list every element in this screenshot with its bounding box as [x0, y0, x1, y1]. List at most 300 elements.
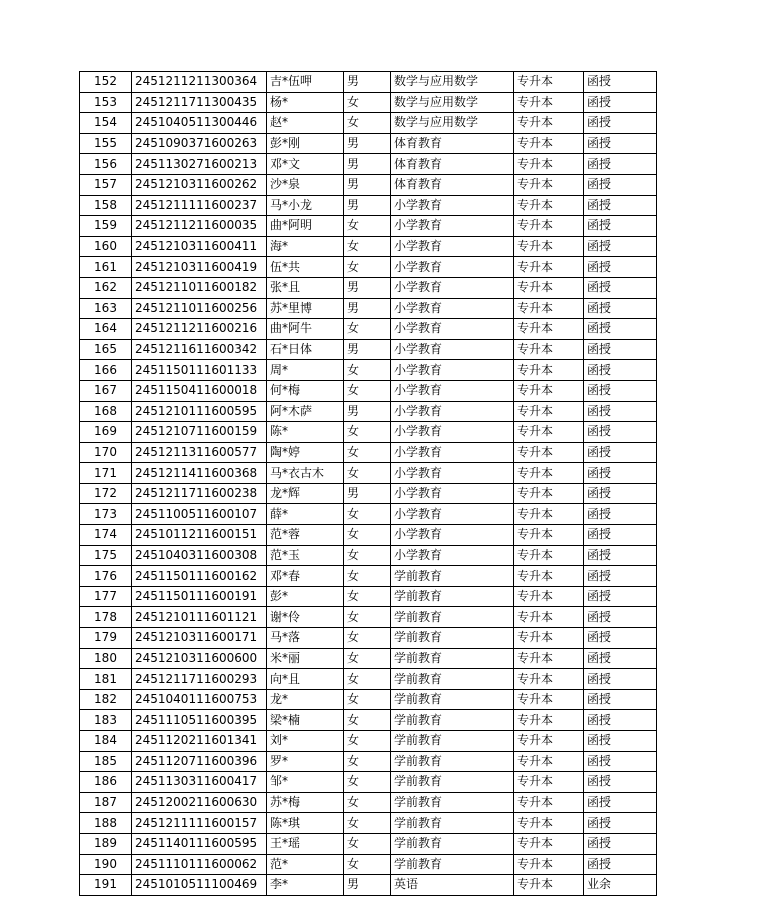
- table-row: [80, 442, 657, 463]
- gender-cell: 女: [344, 792, 391, 813]
- student-id-cell: 2451090371600263: [132, 133, 267, 154]
- student-id-cell: 2451211711300435: [132, 92, 267, 113]
- student-name-cell: 彭*刚: [267, 133, 344, 154]
- table-row: [80, 72, 657, 93]
- gender-cell: 男: [344, 174, 391, 195]
- table-row: [80, 401, 657, 422]
- student-name-cell: 邹*: [267, 772, 344, 793]
- row-number-cell: 176: [80, 566, 132, 587]
- table-row: [80, 875, 657, 896]
- row-number-cell: 186: [80, 772, 132, 793]
- student-name-cell: 何*梅: [267, 380, 344, 401]
- study-mode-cell: 函授: [584, 257, 657, 278]
- row-number-cell: 166: [80, 360, 132, 381]
- level-cell: 专升本: [514, 669, 584, 690]
- row-number-cell: 173: [80, 504, 132, 525]
- level-cell: 专升本: [514, 92, 584, 113]
- level-cell: 专升本: [514, 504, 584, 525]
- student-id-cell: 2451120211601341: [132, 731, 267, 752]
- study-mode-cell: 函授: [584, 628, 657, 649]
- student-id-cell: 2451211311600577: [132, 442, 267, 463]
- row-number-cell: 187: [80, 792, 132, 813]
- level-cell: 专升本: [514, 483, 584, 504]
- row-number-cell: 180: [80, 648, 132, 669]
- row-number-cell: 167: [80, 380, 132, 401]
- student-name-cell: 李*: [267, 875, 344, 896]
- level-cell: 专升本: [514, 731, 584, 752]
- student-id-cell: 2451150411600018: [132, 380, 267, 401]
- gender-cell: 男: [344, 277, 391, 298]
- study-mode-cell: 函授: [584, 854, 657, 875]
- row-number-cell: 159: [80, 216, 132, 237]
- gender-cell: 男: [344, 875, 391, 896]
- major-cell: 小学教育: [391, 442, 514, 463]
- row-number-cell: 164: [80, 319, 132, 340]
- level-cell: 专升本: [514, 360, 584, 381]
- gender-cell: 女: [344, 566, 391, 587]
- table-row: [80, 463, 657, 484]
- student-id-cell: 2451210111601121: [132, 607, 267, 628]
- table-row: [80, 792, 657, 813]
- major-cell: 小学教育: [391, 525, 514, 546]
- level-cell: 专升本: [514, 442, 584, 463]
- study-mode-cell: 函授: [584, 463, 657, 484]
- table-row: [80, 833, 657, 854]
- student-id-cell: 2451150111601133: [132, 360, 267, 381]
- row-number-cell: 163: [80, 298, 132, 319]
- major-cell: 学前教育: [391, 628, 514, 649]
- table-row: [80, 813, 657, 834]
- major-cell: 小学教育: [391, 298, 514, 319]
- study-mode-cell: 函授: [584, 72, 657, 93]
- gender-cell: 男: [344, 195, 391, 216]
- study-mode-cell: 函授: [584, 833, 657, 854]
- level-cell: 专升本: [514, 689, 584, 710]
- student-name-cell: 谢*伶: [267, 607, 344, 628]
- study-mode-cell: 函授: [584, 339, 657, 360]
- study-mode-cell: 函授: [584, 133, 657, 154]
- student-name-cell: 龙*: [267, 689, 344, 710]
- major-cell: 小学教育: [391, 380, 514, 401]
- row-number-cell: 168: [80, 401, 132, 422]
- gender-cell: 女: [344, 545, 391, 566]
- level-cell: 专升本: [514, 298, 584, 319]
- gender-cell: 男: [344, 401, 391, 422]
- study-mode-cell: 函授: [584, 298, 657, 319]
- gender-cell: 男: [344, 154, 391, 175]
- study-mode-cell: 函授: [584, 607, 657, 628]
- student-name-cell: 苏*梅: [267, 792, 344, 813]
- row-number-cell: 188: [80, 813, 132, 834]
- major-cell: 小学教育: [391, 463, 514, 484]
- row-number-cell: 179: [80, 628, 132, 649]
- level-cell: 专升本: [514, 607, 584, 628]
- row-number-cell: 191: [80, 875, 132, 896]
- student-id-cell: 2451120711600396: [132, 751, 267, 772]
- major-cell: 小学教育: [391, 360, 514, 381]
- table-row: [80, 566, 657, 587]
- study-mode-cell: 函授: [584, 360, 657, 381]
- row-number-cell: 171: [80, 463, 132, 484]
- gender-cell: 女: [344, 689, 391, 710]
- student-id-cell: 2451210711600159: [132, 422, 267, 443]
- gender-cell: 女: [344, 360, 391, 381]
- student-id-cell: 2451211411600368: [132, 463, 267, 484]
- study-mode-cell: 函授: [584, 401, 657, 422]
- student-id-cell: 2451210311600171: [132, 628, 267, 649]
- table-row: [80, 772, 657, 793]
- study-mode-cell: 业余: [584, 875, 657, 896]
- major-cell: 小学教育: [391, 422, 514, 443]
- major-cell: 学前教育: [391, 689, 514, 710]
- major-cell: 学前教育: [391, 813, 514, 834]
- major-cell: 学前教育: [391, 607, 514, 628]
- row-number-cell: 152: [80, 72, 132, 93]
- row-number-cell: 184: [80, 731, 132, 752]
- student-id-cell: 2451110511600395: [132, 710, 267, 731]
- table-row: [80, 133, 657, 154]
- student-id-cell: 2451040311600308: [132, 545, 267, 566]
- gender-cell: 女: [344, 463, 391, 484]
- study-mode-cell: 函授: [584, 504, 657, 525]
- major-cell: 小学教育: [391, 545, 514, 566]
- major-cell: 学前教育: [391, 731, 514, 752]
- gender-cell: 女: [344, 648, 391, 669]
- row-number-cell: 185: [80, 751, 132, 772]
- level-cell: 专升本: [514, 463, 584, 484]
- row-number-cell: 190: [80, 854, 132, 875]
- row-number-cell: 174: [80, 525, 132, 546]
- student-id-cell: 2451211011600182: [132, 277, 267, 298]
- student-id-cell: 2451211111600237: [132, 195, 267, 216]
- table-row: [80, 174, 657, 195]
- student-id-cell: 2451211211300364: [132, 72, 267, 93]
- major-cell: 学前教育: [391, 710, 514, 731]
- student-name-cell: 杨*: [267, 92, 344, 113]
- student-list-table: [79, 71, 657, 896]
- row-number-cell: 177: [80, 586, 132, 607]
- student-id-cell: 2451150111600162: [132, 566, 267, 587]
- student-name-cell: 范*蓉: [267, 525, 344, 546]
- table-row: [80, 483, 657, 504]
- level-cell: 专升本: [514, 545, 584, 566]
- row-number-cell: 160: [80, 236, 132, 257]
- major-cell: 小学教育: [391, 504, 514, 525]
- student-name-cell: 阿*木萨: [267, 401, 344, 422]
- major-cell: 学前教育: [391, 792, 514, 813]
- study-mode-cell: 函授: [584, 669, 657, 690]
- table-row: [80, 277, 657, 298]
- student-id-cell: 2451130311600417: [132, 772, 267, 793]
- row-number-cell: 157: [80, 174, 132, 195]
- major-cell: 小学教育: [391, 236, 514, 257]
- level-cell: 专升本: [514, 751, 584, 772]
- table-row: [80, 236, 657, 257]
- level-cell: 专升本: [514, 525, 584, 546]
- major-cell: 体育教育: [391, 154, 514, 175]
- student-id-cell: 2451010511100469: [132, 875, 267, 896]
- student-name-cell: 马*落: [267, 628, 344, 649]
- table-row: [80, 731, 657, 752]
- student-id-cell: 2451210311600262: [132, 174, 267, 195]
- level-cell: 专升本: [514, 566, 584, 587]
- study-mode-cell: 函授: [584, 92, 657, 113]
- gender-cell: 女: [344, 607, 391, 628]
- gender-cell: 女: [344, 710, 391, 731]
- table-row: [80, 257, 657, 278]
- row-number-cell: 153: [80, 92, 132, 113]
- gender-cell: 女: [344, 257, 391, 278]
- row-number-cell: 183: [80, 710, 132, 731]
- level-cell: 专升本: [514, 710, 584, 731]
- gender-cell: 女: [344, 854, 391, 875]
- gender-cell: 女: [344, 669, 391, 690]
- table-row: [80, 360, 657, 381]
- study-mode-cell: 函授: [584, 195, 657, 216]
- study-mode-cell: 函授: [584, 236, 657, 257]
- level-cell: 专升本: [514, 339, 584, 360]
- study-mode-cell: 函授: [584, 648, 657, 669]
- table-row: [80, 525, 657, 546]
- gender-cell: 女: [344, 833, 391, 854]
- major-cell: 体育教育: [391, 174, 514, 195]
- row-number-cell: 178: [80, 607, 132, 628]
- table-row: [80, 422, 657, 443]
- level-cell: 专升本: [514, 772, 584, 793]
- table-row: [80, 113, 657, 134]
- row-number-cell: 181: [80, 669, 132, 690]
- row-number-cell: 161: [80, 257, 132, 278]
- student-id-cell: 2451211011600256: [132, 298, 267, 319]
- gender-cell: 女: [344, 442, 391, 463]
- student-name-cell: 沙*泉: [267, 174, 344, 195]
- level-cell: 专升本: [514, 586, 584, 607]
- table-row: [80, 710, 657, 731]
- table-row: [80, 298, 657, 319]
- major-cell: 数学与应用数学: [391, 113, 514, 134]
- student-name-cell: 周*: [267, 360, 344, 381]
- major-cell: 小学教育: [391, 195, 514, 216]
- student-name-cell: 罗*: [267, 751, 344, 772]
- student-name-cell: 梁*楠: [267, 710, 344, 731]
- row-number-cell: 154: [80, 113, 132, 134]
- level-cell: 专升本: [514, 236, 584, 257]
- major-cell: 学前教育: [391, 586, 514, 607]
- major-cell: 小学教育: [391, 216, 514, 237]
- study-mode-cell: 函授: [584, 710, 657, 731]
- level-cell: 专升本: [514, 133, 584, 154]
- row-number-cell: 172: [80, 483, 132, 504]
- gender-cell: 男: [344, 483, 391, 504]
- gender-cell: 女: [344, 422, 391, 443]
- student-id-cell: 2451011211600151: [132, 525, 267, 546]
- student-name-cell: 张*且: [267, 277, 344, 298]
- student-id-cell: 2451110111600062: [132, 854, 267, 875]
- table-row: [80, 854, 657, 875]
- study-mode-cell: 函授: [584, 772, 657, 793]
- study-mode-cell: 函授: [584, 174, 657, 195]
- study-mode-cell: 函授: [584, 380, 657, 401]
- table-body: [80, 72, 657, 896]
- student-name-cell: 王*瑶: [267, 833, 344, 854]
- level-cell: 专升本: [514, 154, 584, 175]
- row-number-cell: 169: [80, 422, 132, 443]
- student-id-cell: 2451200211600630: [132, 792, 267, 813]
- student-name-cell: 陈*琪: [267, 813, 344, 834]
- gender-cell: 女: [344, 113, 391, 134]
- student-id-cell: 2451211711600293: [132, 669, 267, 690]
- major-cell: 学前教育: [391, 669, 514, 690]
- gender-cell: 女: [344, 236, 391, 257]
- major-cell: 数学与应用数学: [391, 72, 514, 93]
- gender-cell: 女: [344, 751, 391, 772]
- student-name-cell: 陶*婷: [267, 442, 344, 463]
- student-id-cell: 2451211211600216: [132, 319, 267, 340]
- table-row: [80, 669, 657, 690]
- major-cell: 学前教育: [391, 854, 514, 875]
- table-row: [80, 751, 657, 772]
- table-row: [80, 607, 657, 628]
- gender-cell: 女: [344, 380, 391, 401]
- gender-cell: 男: [344, 298, 391, 319]
- student-name-cell: 彭*: [267, 586, 344, 607]
- major-cell: 学前教育: [391, 566, 514, 587]
- table-row: [80, 689, 657, 710]
- gender-cell: 女: [344, 319, 391, 340]
- student-id-cell: 2451210311600411: [132, 236, 267, 257]
- gender-cell: 女: [344, 216, 391, 237]
- student-id-cell: 2451140111600595: [132, 833, 267, 854]
- study-mode-cell: 函授: [584, 113, 657, 134]
- level-cell: 专升本: [514, 319, 584, 340]
- table-row: [80, 339, 657, 360]
- student-name-cell: 马*小龙: [267, 195, 344, 216]
- study-mode-cell: 函授: [584, 813, 657, 834]
- study-mode-cell: 函授: [584, 586, 657, 607]
- gender-cell: 女: [344, 731, 391, 752]
- major-cell: 学前教育: [391, 648, 514, 669]
- major-cell: 英语: [391, 875, 514, 896]
- table-row: [80, 216, 657, 237]
- gender-cell: 女: [344, 628, 391, 649]
- student-name-cell: 苏*里博: [267, 298, 344, 319]
- study-mode-cell: 函授: [584, 566, 657, 587]
- student-name-cell: 范*: [267, 854, 344, 875]
- student-id-cell: 2451210311600600: [132, 648, 267, 669]
- student-id-cell: 2451130271600213: [132, 154, 267, 175]
- student-name-cell: 石*日体: [267, 339, 344, 360]
- student-name-cell: 陈*: [267, 422, 344, 443]
- student-id-cell: 2451100511600107: [132, 504, 267, 525]
- table-row: [80, 319, 657, 340]
- gender-cell: 女: [344, 92, 391, 113]
- student-id-cell: 2451211111600157: [132, 813, 267, 834]
- gender-cell: 女: [344, 772, 391, 793]
- row-number-cell: 165: [80, 339, 132, 360]
- row-number-cell: 156: [80, 154, 132, 175]
- major-cell: 学前教育: [391, 833, 514, 854]
- study-mode-cell: 函授: [584, 545, 657, 566]
- level-cell: 专升本: [514, 72, 584, 93]
- student-name-cell: 薛*: [267, 504, 344, 525]
- student-name-cell: 曲*阿牛: [267, 319, 344, 340]
- study-mode-cell: 函授: [584, 277, 657, 298]
- level-cell: 专升本: [514, 875, 584, 896]
- table-row: [80, 545, 657, 566]
- level-cell: 专升本: [514, 422, 584, 443]
- student-name-cell: 范*玉: [267, 545, 344, 566]
- student-name-cell: 向*且: [267, 669, 344, 690]
- level-cell: 专升本: [514, 174, 584, 195]
- level-cell: 专升本: [514, 792, 584, 813]
- table-row: [80, 586, 657, 607]
- row-number-cell: 182: [80, 689, 132, 710]
- study-mode-cell: 函授: [584, 319, 657, 340]
- level-cell: 专升本: [514, 628, 584, 649]
- student-id-cell: 2451211711600238: [132, 483, 267, 504]
- student-id-cell: 2451211611600342: [132, 339, 267, 360]
- level-cell: 专升本: [514, 854, 584, 875]
- table-row: [80, 154, 657, 175]
- student-name-cell: 海*: [267, 236, 344, 257]
- study-mode-cell: 函授: [584, 483, 657, 504]
- table-row: [80, 195, 657, 216]
- study-mode-cell: 函授: [584, 154, 657, 175]
- student-id-cell: 2451040511300446: [132, 113, 267, 134]
- study-mode-cell: 函授: [584, 442, 657, 463]
- gender-cell: 女: [344, 586, 391, 607]
- level-cell: 专升本: [514, 813, 584, 834]
- major-cell: 小学教育: [391, 277, 514, 298]
- gender-cell: 男: [344, 133, 391, 154]
- table-row: [80, 380, 657, 401]
- study-mode-cell: 函授: [584, 216, 657, 237]
- table-row: [80, 504, 657, 525]
- student-name-cell: 龙*辉: [267, 483, 344, 504]
- major-cell: 体育教育: [391, 133, 514, 154]
- level-cell: 专升本: [514, 380, 584, 401]
- row-number-cell: 155: [80, 133, 132, 154]
- student-id-cell: 2451210311600419: [132, 257, 267, 278]
- student-name-cell: 米*丽: [267, 648, 344, 669]
- major-cell: 小学教育: [391, 319, 514, 340]
- gender-cell: 女: [344, 813, 391, 834]
- major-cell: 小学教育: [391, 339, 514, 360]
- row-number-cell: 175: [80, 545, 132, 566]
- student-name-cell: 曲*阿明: [267, 216, 344, 237]
- major-cell: 学前教育: [391, 751, 514, 772]
- level-cell: 专升本: [514, 113, 584, 134]
- level-cell: 专升本: [514, 277, 584, 298]
- major-cell: 小学教育: [391, 483, 514, 504]
- major-cell: 小学教育: [391, 401, 514, 422]
- student-name-cell: 马*衣古木: [267, 463, 344, 484]
- major-cell: 学前教育: [391, 772, 514, 793]
- student-id-cell: 2451040111600753: [132, 689, 267, 710]
- gender-cell: 男: [344, 339, 391, 360]
- student-id-cell: 2451211211600035: [132, 216, 267, 237]
- table-row: [80, 92, 657, 113]
- row-number-cell: 189: [80, 833, 132, 854]
- study-mode-cell: 函授: [584, 422, 657, 443]
- gender-cell: 男: [344, 72, 391, 93]
- student-id-cell: 2451150111600191: [132, 586, 267, 607]
- level-cell: 专升本: [514, 833, 584, 854]
- study-mode-cell: 函授: [584, 751, 657, 772]
- student-name-cell: 刘*: [267, 731, 344, 752]
- study-mode-cell: 函授: [584, 731, 657, 752]
- student-name-cell: 伍*共: [267, 257, 344, 278]
